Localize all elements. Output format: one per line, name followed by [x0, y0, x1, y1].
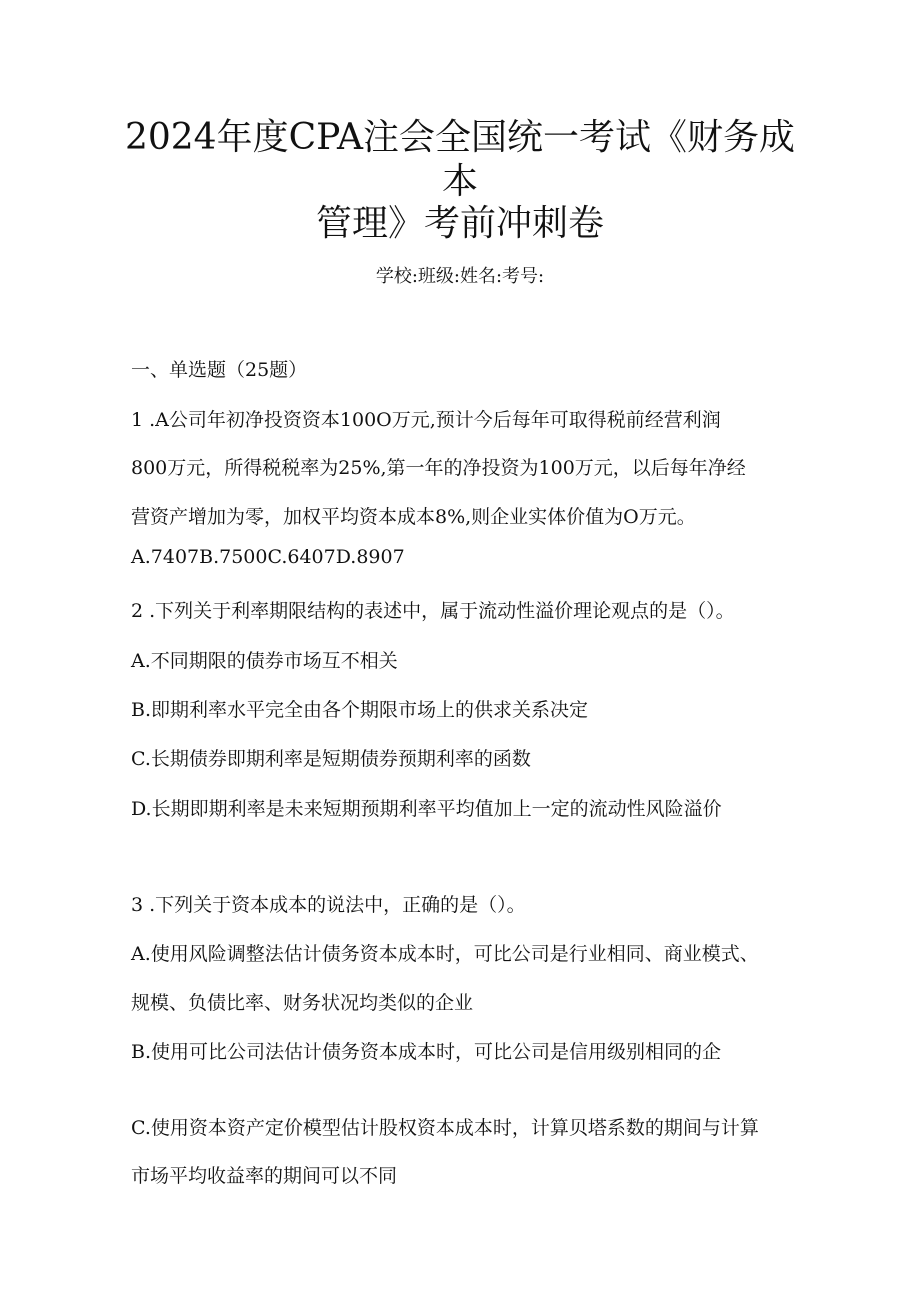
title-line-1: 2024年度CPA注会全国统一考试《财务成: [124, 117, 796, 158]
question-2-stem: 2 .下列关于利率期限结构的表述中，属于流动性溢价理论观点的是（）。: [131, 600, 735, 622]
question-3-option-b: B.使用可比公司法估计债务资本成本时，可比公司是信用级别相同的企: [131, 1041, 722, 1063]
section-heading: 一、单选题（25题）: [131, 359, 308, 381]
title-line-2: 本: [441, 161, 478, 202]
question-2-option-c: C.长期债券即期利率是短期债券预期利率的函数: [131, 748, 531, 770]
question-1-line-3: 营资产增加为零，加权平均资本成本8%,则企业实体价值为O万元。: [131, 506, 696, 528]
question-1-line-1: 1 .A公司年初净投资资本100O万元,预计今后每年可取得税前经营利润: [131, 409, 721, 431]
student-info-line: 学校:班级:姓名:考号:: [375, 266, 545, 287]
question-3-option-a-line-1: A.使用风险调整法估计债务资本成本时，可比公司是行业相同、商业模式、: [131, 943, 759, 965]
question-2-option-d: D.长期即期利率是未来短期预期利率平均值加上一定的流动性风险溢价: [131, 798, 722, 820]
question-2-option-a: A.不同期限的债券市场互不相关: [131, 650, 398, 672]
title-line-3: 管理》考前冲刺卷: [315, 203, 604, 244]
question-1-line-2: 800万元，所得税税率为25%,第一年的净投资为100万元，以后每年净经: [131, 457, 746, 479]
question-3-option-c-line-2: 市场平均收益率的期间可以不同: [131, 1165, 398, 1187]
question-3-stem: 3 .下列关于资本成本的说法中，正确的是（）。: [131, 894, 526, 916]
question-3-option-a-line-2: 规模、负债比率、财务状况均类似的企业: [131, 992, 474, 1014]
question-1-options: A.7407B.7500C.6407D.8907: [131, 546, 405, 568]
question-2-option-b: B.即期利率水平完全由各个期限市场上的供求关系决定: [131, 699, 589, 721]
question-3-option-c-line-1: C.使用资本资产定价模型估计股权资本成本时，计算贝塔系数的期间与计算: [131, 1117, 759, 1139]
